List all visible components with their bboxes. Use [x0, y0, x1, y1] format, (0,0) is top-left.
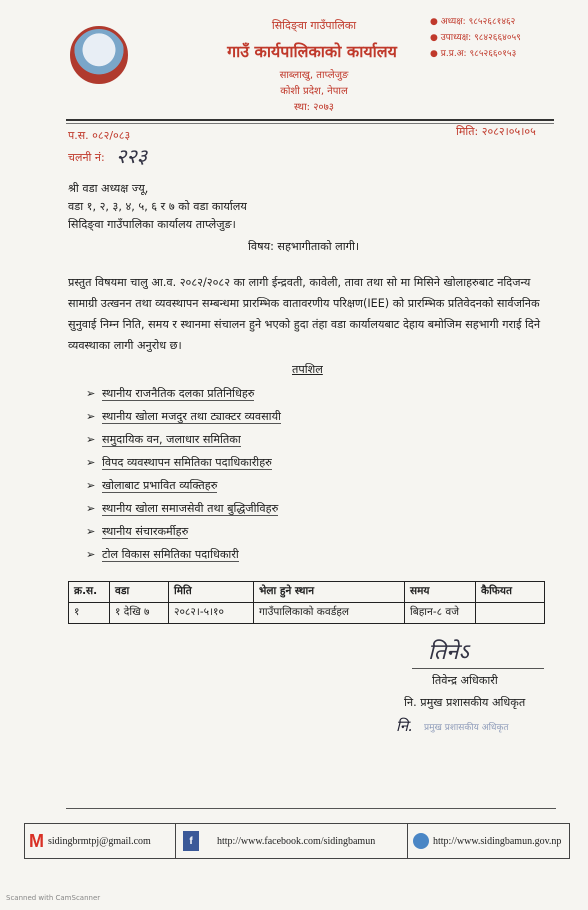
list-item	[86, 543, 281, 566]
list-item-text: स्थानीय राजनैतिक दलका प्रतिनिधिहरु	[102, 387, 255, 400]
footer-divider	[66, 808, 556, 809]
table-header: समय	[405, 582, 476, 603]
table-header: मिति	[169, 582, 254, 603]
recipient-line: श्री वडा अध्यक्ष ज्यू,	[68, 182, 149, 195]
table-cell: २०८२।-५।१०	[169, 603, 254, 624]
header-address	[224, 68, 404, 116]
address-line-1: साब्लाखु, ताप्लेजुङ	[279, 70, 349, 81]
website-link[interactable]: http://www.sidingbamun.gov.np	[433, 835, 562, 847]
table-cell	[476, 603, 545, 624]
recipient-line: वडा १, २, ३, ४, ५, ६ र ७ को वडा कार्यालय	[68, 200, 247, 213]
signatory-name: तिवेन्द्र अधिकारी	[432, 674, 498, 687]
list-item	[86, 428, 281, 451]
official-stamp: प्रमुख प्रशासकीय अधिकृत	[424, 723, 509, 733]
contact-row: ● अध्यक्ष: ९८५२६८१४६२	[430, 17, 516, 27]
recipient-line: सिदिङ्वा गाउँपालिका कार्यालय ताप्लेजुङ।	[68, 218, 236, 231]
table-cell: १	[69, 603, 110, 624]
table-row	[69, 603, 545, 624]
table-header: भेला हुने स्थान	[254, 582, 405, 603]
list-item	[86, 451, 281, 474]
table-cell: १ देखि ७	[110, 603, 169, 624]
list-item	[86, 474, 281, 497]
body-line: सामाग्री उत्खनन तथा व्यवस्थापन सम्बन्धमा प्रारम्भिक वातावरणीय परिक्षण(IEE) को प्रारम्भिक प्रतिवेदनको सार्वजनिक	[68, 297, 540, 310]
list-item-text: खोलाबाट प्रभावित व्यक्तिहरु	[102, 479, 218, 492]
email-link[interactable]: sidingbrmtpj@gmail.com	[48, 835, 151, 847]
contact-label: उपाध्यक्ष:	[440, 33, 472, 43]
contact-row: ● उपाध्यक्ष: ९८४२६६४०५९	[430, 33, 521, 43]
footer-contact-bar	[24, 823, 570, 859]
list-item	[86, 382, 281, 405]
recipient-block	[68, 180, 247, 234]
list-item-text: स्थानीय खोला समाजसेवी तथा बुद्धिजीविहरु	[102, 502, 279, 515]
footer-facebook	[183, 824, 405, 858]
globe-icon	[413, 833, 429, 849]
list-item-text: विपद व्यवस्थापन समितिका पदाधिकारीहरु	[102, 456, 272, 469]
dispatch-number: २२३	[116, 144, 148, 168]
handwritten-signature: तिनेऽ	[428, 640, 469, 665]
facebook-link[interactable]: http://www.facebook.com/sidingbamun	[217, 835, 376, 847]
participant-list	[86, 382, 281, 566]
address-line-2: कोशी प्रदेश, नेपाल	[280, 86, 348, 97]
contact-number: ९८५२६८१४६२	[468, 17, 516, 27]
list-title: तपशिल	[292, 363, 323, 376]
facebook-icon: f	[183, 831, 199, 851]
contact-number: ९८५२६६०१५३	[469, 49, 517, 59]
stamp-prefix: नि.	[396, 717, 413, 735]
list-item-text: स्थानीय खोला मजदुर तथा ट्याक्टर व्यवसायी	[102, 410, 281, 423]
table-header: कैफियत	[476, 582, 545, 603]
table-header: वडा	[110, 582, 169, 603]
footer-website	[413, 824, 567, 858]
table-header-row	[69, 582, 545, 603]
list-item-text: स्थानीय संचारकर्मीहरु	[102, 525, 189, 538]
header-divider	[66, 119, 554, 121]
gmail-icon: M	[29, 830, 44, 851]
list-item-text: टोल विकास समितिका पदाधिकारी	[102, 548, 239, 561]
subject-line: विषय: सहभागीताको लागी।	[248, 240, 360, 253]
list-item-text: समुदायिक वन, जलाधार समितिका	[102, 433, 241, 446]
established-year: स्था: २०७३	[293, 102, 335, 113]
list-item	[86, 405, 281, 428]
letter-body	[68, 272, 558, 356]
letter-date: मिति: २०८२।०५।०५	[456, 125, 536, 138]
list-item	[86, 497, 281, 520]
page-title: गाउँ कार्यपालिकाको कार्यालय	[227, 42, 397, 61]
table-cell: बिहान-८ वजे	[405, 603, 476, 624]
body-line: व्यवस्थाका लागी अनुरोध छ।	[68, 339, 182, 352]
signature-line	[412, 668, 544, 669]
table-cell: गाउँपालिकाको कवर्डहल	[254, 603, 405, 624]
body-line: सुनुवाई निम्न निति, समय र स्थानमा संचालन हुने भएको हुदा तंहा वडा कार्यालयबाट देहाय बमोजिम सहभागी गराई दिने	[68, 318, 541, 331]
list-item	[86, 520, 281, 543]
signatory-designation: नि. प्रमुख प्रशासकीय अधिकृत	[404, 696, 526, 709]
dispatch-label: चलनी नं:	[68, 151, 105, 164]
schedule-table	[68, 581, 545, 624]
contact-label: अध्यक्ष:	[440, 17, 466, 27]
contact-row: ● प्र.प्र.अ: ९८५२६६०१५३	[430, 49, 517, 59]
body-line: प्रस्तुत विषयमा चालु आ.व. २०८२/२०८२ का लागी ईन्द्रवती, कावेली, तावा तथा सो मा मिसिने खोलाहरुबाट नदिजन्य	[68, 276, 531, 289]
contact-numbers	[430, 14, 521, 62]
table-header: क्र.स.	[69, 582, 110, 603]
municipality-emblem-logo	[70, 26, 128, 84]
contact-number: ९८४२६६४०५९	[474, 33, 521, 43]
office-name: सिदिङ्वा गाउँपालिका	[271, 19, 357, 32]
contact-label: प्र.प्र.अ:	[440, 49, 467, 59]
reference-number: प.स. ०८२/०८३	[68, 129, 131, 142]
footer-separator	[175, 824, 176, 858]
scanner-watermark: Scanned with CamScanner	[6, 894, 101, 902]
footer-email	[29, 824, 169, 858]
footer-separator	[407, 824, 408, 858]
